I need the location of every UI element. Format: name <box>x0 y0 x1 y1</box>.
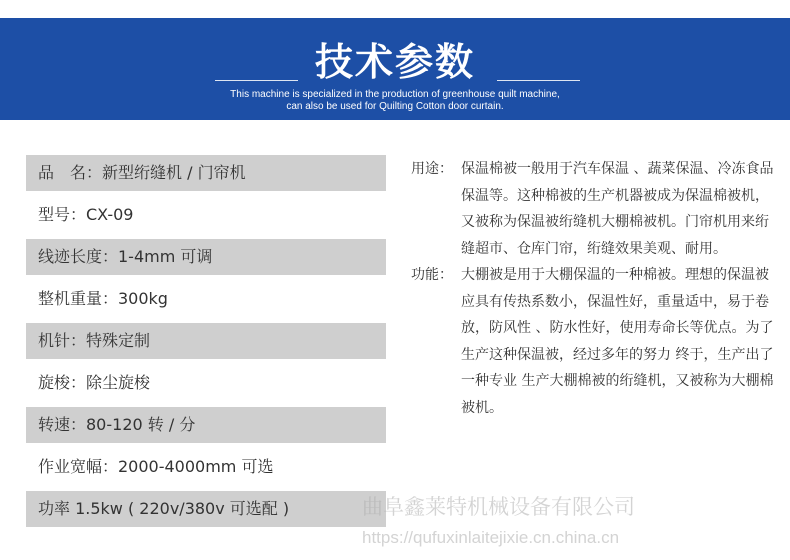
company-watermark: 曲阜鑫莱特机械设备有限公司 <box>362 495 635 519</box>
function-label: 功能： <box>411 267 453 283</box>
function-block <box>411 262 776 421</box>
title-rule-right <box>497 80 580 81</box>
function-text: 大棚被是用于大棚保温的一种棉被。理想的保温被应具有传热系数小，保温性好，重量适中，易于卷放，防风性 、防水性好，使用寿命长等优点。为了生产这种保温被，经过多年的努力 终于，生产出了一种专业 生产大棚棉被的绗缝机，又被称为大棚棉被机。 <box>461 267 774 416</box>
header-subtitle-line2: can also be used for Quilting Cotton door curtain. <box>286 101 504 112</box>
title-rule-left <box>215 80 298 81</box>
spec-row: 线迹长度：1-4mm 可调 <box>26 239 386 275</box>
header-subtitle-line1: This machine is specialized in the production of greenhouse quilt machine, <box>230 89 560 100</box>
page-title: 技术参数 <box>314 40 475 84</box>
spec-row: 机针：特殊定制 <box>26 323 386 359</box>
spec-row: 型号：CX-09 <box>38 205 134 224</box>
spec-row: 功率 1.5kw ( 220v/380v 可选配 ) <box>26 491 386 527</box>
header-banner <box>0 18 790 120</box>
spec-row: 旋梭：除尘旋梭 <box>38 373 151 392</box>
usage-block <box>411 156 776 262</box>
spec-row: 整机重量：300kg <box>38 289 168 308</box>
spec-row: 转速：80-120 转 / 分 <box>26 407 386 443</box>
spec-row: 作业宽幅：2000-4000mm 可选 <box>38 457 274 476</box>
spec-row: 品 名：新型绗缝机 / 门帘机 <box>26 155 386 191</box>
description-panel <box>411 156 776 421</box>
spec-list <box>26 155 386 533</box>
usage-label: 用途： <box>411 161 453 177</box>
usage-text: 保温棉被一般用于汽车保温 、蔬菜保温、冷冻食品保温等。这种棉被的生产机器被成为保温棉被机，又被称为保温被绗缝机大棚棉被机。门帘机用来绗缝超市、仓库门帘，绗缝效果美观、耐用。 <box>461 161 774 257</box>
url-watermark: https://qufuxinlaitejixie.cn.china.cn <box>362 528 620 547</box>
